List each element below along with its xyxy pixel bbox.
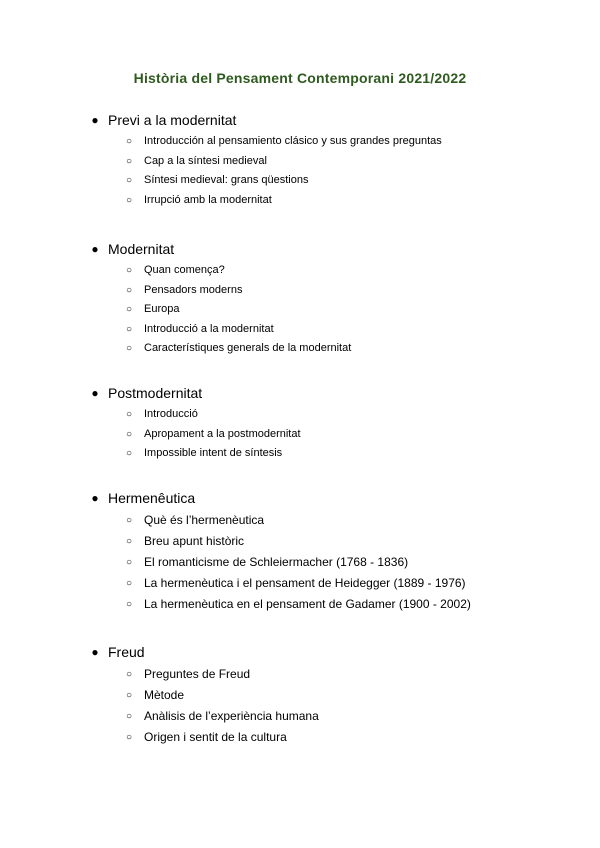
list-item bbox=[88, 513, 568, 534]
list-item-label: Què és l’hermenèutica bbox=[144, 513, 265, 527]
list-item-label: Anàlisis de l’experiència humana bbox=[144, 709, 319, 723]
list-item-label: Origen i sentit de la cultura bbox=[144, 730, 287, 744]
list-item bbox=[88, 730, 568, 751]
list-item-label: Irrupció amb la modernitat bbox=[144, 193, 272, 206]
list-item bbox=[88, 194, 568, 214]
section-heading-label: Previ a la modernitat bbox=[108, 112, 237, 128]
sub-list bbox=[88, 264, 568, 362]
list-item-label: La hermenèutica en el pensament de Gadamer (1900 - 2002) bbox=[144, 597, 471, 611]
section-postmodernitat bbox=[88, 385, 568, 467]
hollow-bullet-icon: ○ bbox=[126, 343, 133, 354]
list-item-label: Pensadors moderns bbox=[144, 283, 243, 296]
list-item-label: Apropament a la postmodernitat bbox=[144, 427, 301, 440]
list-item bbox=[88, 534, 568, 555]
hollow-bullet-icon: ○ bbox=[126, 711, 133, 722]
bullet-icon: ● bbox=[91, 242, 99, 256]
hollow-bullet-icon: ○ bbox=[126, 428, 133, 440]
list-item bbox=[88, 174, 568, 194]
list-item-label: Breu apunt històric bbox=[144, 534, 245, 548]
section-heading-label: Postmodernitat bbox=[108, 385, 203, 401]
list-item bbox=[88, 597, 568, 618]
section-freud bbox=[88, 644, 568, 751]
hollow-bullet-icon: ○ bbox=[126, 155, 133, 167]
hollow-bullet-icon: ○ bbox=[126, 669, 133, 680]
document-title: Història del Pensament Contemporani 2021/2022 bbox=[133, 70, 467, 86]
section-heading-label: Modernitat bbox=[108, 241, 175, 257]
hollow-bullet-icon: ○ bbox=[126, 265, 133, 276]
hollow-bullet-icon: ○ bbox=[126, 409, 133, 420]
section-previ-modernitat bbox=[88, 112, 568, 213]
list-item-label: Preguntes de Freud bbox=[144, 667, 251, 681]
hollow-bullet-icon: ○ bbox=[126, 304, 133, 315]
list-item bbox=[88, 284, 568, 304]
list-item bbox=[88, 155, 568, 175]
bullet-icon: ● bbox=[91, 645, 99, 659]
list-item-label: Introducció bbox=[144, 408, 198, 420]
bullet-icon: ● bbox=[91, 386, 99, 400]
hollow-bullet-icon: ○ bbox=[126, 194, 133, 206]
hollow-bullet-icon: ○ bbox=[126, 323, 133, 335]
list-item bbox=[88, 428, 568, 448]
list-item-label: Impossible intent de síntesis bbox=[144, 447, 283, 459]
hollow-bullet-icon: ○ bbox=[126, 536, 133, 547]
hollow-bullet-icon: ○ bbox=[126, 284, 133, 296]
section-heading bbox=[88, 112, 568, 132]
hollow-bullet-icon: ○ bbox=[126, 175, 133, 186]
list-item-label: Característiques generals de la modernitat bbox=[144, 342, 352, 354]
sub-list bbox=[88, 667, 568, 751]
list-item-label: Europa bbox=[144, 303, 180, 315]
section-heading bbox=[88, 644, 568, 664]
section-hermeneutica bbox=[88, 490, 568, 618]
hollow-bullet-icon: ○ bbox=[126, 557, 133, 568]
list-item bbox=[88, 709, 568, 730]
hollow-bullet-icon: ○ bbox=[126, 599, 133, 610]
sub-list bbox=[88, 135, 568, 213]
list-item-label: Introducció a la modernitat bbox=[144, 322, 274, 335]
section-heading bbox=[88, 385, 568, 405]
list-item bbox=[88, 667, 568, 688]
hollow-bullet-icon: ○ bbox=[126, 732, 133, 743]
hollow-bullet-icon: ○ bbox=[126, 578, 133, 589]
list-item-label: Cap a la síntesi medieval bbox=[144, 154, 267, 167]
list-item-label: Quan comença? bbox=[144, 264, 225, 276]
list-item bbox=[88, 555, 568, 576]
list-item bbox=[88, 264, 568, 284]
section-heading bbox=[88, 490, 568, 510]
list-item-label: El romanticisme de Schleiermacher (1768 - 1836) bbox=[144, 555, 409, 569]
hollow-bullet-icon: ○ bbox=[126, 690, 133, 701]
list-item bbox=[88, 303, 568, 323]
list-item bbox=[88, 342, 568, 362]
list-item-label: Mètode bbox=[144, 688, 185, 702]
hollow-bullet-icon: ○ bbox=[126, 136, 133, 147]
sub-list bbox=[88, 408, 568, 467]
section-heading bbox=[88, 241, 568, 261]
list-item-label: Introducción al pensamiento clásico y sus grandes preguntas bbox=[144, 135, 442, 147]
section-heading-label: Freud bbox=[108, 644, 145, 660]
hollow-bullet-icon: ○ bbox=[126, 448, 133, 459]
section-modernitat bbox=[88, 241, 568, 362]
bullet-icon: ● bbox=[91, 491, 99, 505]
hollow-bullet-icon: ○ bbox=[126, 515, 133, 526]
list-item-label: La hermenèutica i el pensament de Heidegger (1889 - 1976) bbox=[144, 576, 466, 590]
bullet-icon: ● bbox=[91, 113, 99, 127]
list-item bbox=[88, 447, 568, 467]
sub-list bbox=[88, 513, 568, 618]
list-item bbox=[88, 688, 568, 709]
list-item bbox=[88, 135, 568, 155]
section-heading-label: Hermenêutica bbox=[108, 490, 196, 506]
list-item bbox=[88, 576, 568, 597]
list-item bbox=[88, 408, 568, 428]
list-item-label: Síntesi medieval: grans qüestions bbox=[144, 174, 309, 186]
list-item bbox=[88, 323, 568, 343]
